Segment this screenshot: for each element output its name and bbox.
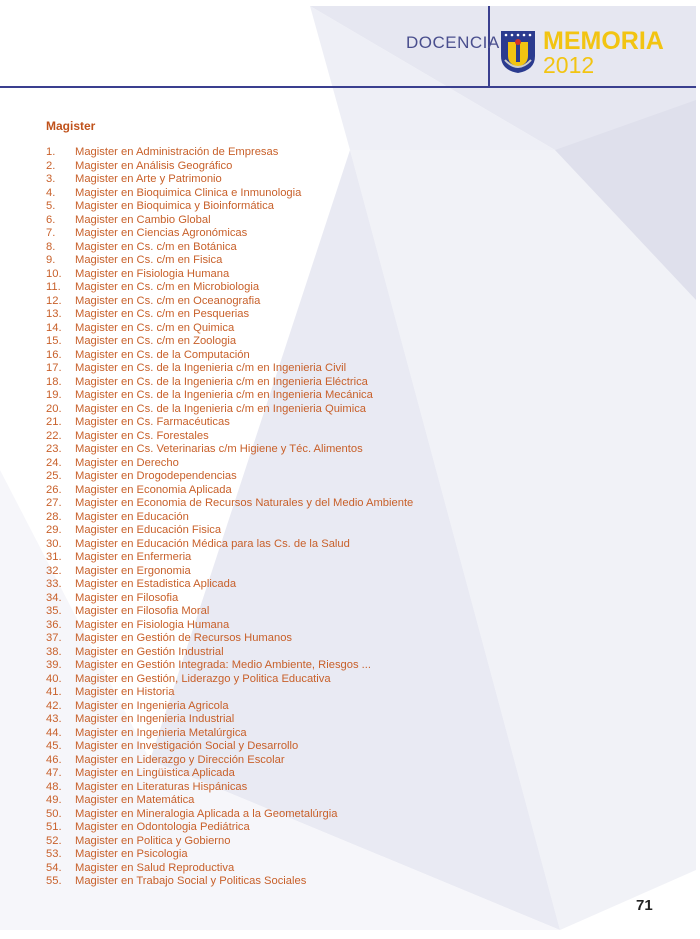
item-number: 15. [46, 335, 62, 347]
list-item [46, 673, 413, 687]
item-label: Magister en Liderazgo y Dirección Escolar [75, 753, 285, 766]
page-number: 71 [636, 897, 653, 914]
list-item [46, 727, 413, 741]
item-label: Magister en Derecho [75, 456, 179, 469]
list-item [46, 470, 413, 484]
list-item [46, 592, 413, 606]
item-number: 49. [46, 794, 62, 806]
item-number: 24. [46, 456, 62, 469]
list-item [46, 862, 413, 876]
list-item [46, 578, 413, 592]
item-number: 16. [46, 348, 62, 361]
item-number: 47. [46, 767, 62, 779]
item-label: Magister en Cs. c/m en Fisica [75, 254, 223, 266]
item-number: 48. [46, 780, 62, 793]
item-number: 50. [46, 807, 62, 820]
item-label: Magister en Ciencias Agronómicas [75, 227, 248, 239]
header-rule [0, 86, 696, 88]
item-number: 6. [46, 213, 56, 226]
list-item [46, 659, 413, 673]
item-label: Magister en Mineralogia Aplicada a la Geometalúrgia [75, 807, 338, 820]
list-item [46, 781, 413, 795]
item-label: Magister en Cs. de la Ingenieria c/m en Ingenieria Quimica [75, 402, 367, 415]
item-label: Magister en Gestión Integrada: Medio Ambiente, Riesgos ... [75, 659, 372, 671]
list-item [46, 268, 413, 282]
item-label: Magister en Matemática [75, 794, 195, 806]
item-number: 54. [46, 861, 62, 874]
item-number: 32. [46, 564, 62, 577]
item-label: Magister en Economia Aplicada [75, 483, 232, 496]
item-number: 11. [46, 281, 61, 293]
list-item [46, 416, 413, 430]
brand-title: MEMORIA [543, 27, 664, 55]
item-label: Magister en Cs. c/m en Zoologia [75, 335, 237, 347]
item-label: Magister en Fisiologia Humana [75, 618, 230, 631]
list-item [46, 281, 413, 295]
list-item [46, 335, 413, 349]
item-label: Magister en Gestión Industrial [75, 645, 224, 658]
list-item [46, 308, 413, 322]
item-number: 21. [46, 416, 62, 428]
list-item [46, 241, 413, 255]
item-label: Magister en Gestión de Recursos Humanos [75, 632, 293, 644]
list-item [46, 362, 413, 376]
list-item [46, 187, 413, 201]
item-label: Magister en Educación Fisica [75, 524, 222, 536]
item-number: 3. [46, 173, 56, 185]
list-item [46, 767, 413, 781]
item-label: Magister en Ergonomia [75, 564, 191, 577]
item-number: 41. [46, 686, 62, 698]
item-number: 27. [46, 497, 62, 509]
item-number: 1. [46, 146, 56, 158]
list-item [46, 389, 413, 403]
list-item [46, 160, 413, 174]
item-label: Magister en Drogodependencias [75, 470, 237, 482]
item-label: Magister en Cs. Forestales [75, 429, 209, 442]
item-label: Magister en Filosofia [75, 591, 179, 604]
item-label: Magister en Enfermeria [75, 551, 192, 563]
item-number: 26. [46, 483, 62, 496]
item-number: 53. [46, 848, 62, 860]
program-list [46, 146, 413, 889]
item-number: 7. [46, 227, 56, 239]
list-item [46, 713, 413, 727]
item-number: 19. [46, 389, 62, 401]
list-item [46, 430, 413, 444]
item-label: Magister en Ingenieria Industrial [75, 713, 235, 725]
item-number: 20. [46, 402, 62, 415]
list-item [46, 848, 413, 862]
list-item [46, 511, 413, 525]
list-item [46, 403, 413, 417]
list-item [46, 632, 413, 646]
item-number: 52. [46, 834, 62, 847]
item-label: Magister en Literaturas Hispánicas [75, 780, 248, 793]
section-heading: Magister [46, 119, 96, 133]
list-item [46, 457, 413, 471]
item-number: 2. [46, 159, 56, 172]
item-label: Magister en Cs. de la Ingenieria c/m en Ingenieria Civil [75, 362, 347, 374]
item-number: 29. [46, 524, 62, 536]
item-label: Magister en Estadistica Aplicada [75, 578, 237, 590]
item-number: 9. [46, 254, 56, 266]
item-number: 38. [46, 645, 62, 658]
item-label: Magister en Cs. c/m en Oceanografia [75, 294, 261, 307]
list-item [46, 551, 413, 565]
list-item [46, 565, 413, 579]
item-number: 44. [46, 726, 62, 739]
list-item [46, 484, 413, 498]
item-label: Magister en Gestión, Liderazgo y Politica Educativa [75, 672, 331, 685]
item-number: 36. [46, 618, 62, 631]
item-number: 17. [46, 362, 62, 374]
item-number: 28. [46, 510, 62, 523]
list-item [46, 794, 413, 808]
item-label: Magister en Ingenieria Metalúrgica [75, 726, 247, 739]
item-number: 8. [46, 240, 56, 253]
item-label: Magister en Ingenieria Agricola [75, 699, 229, 712]
item-label: Magister en Cs. c/m en Microbiologia [75, 281, 260, 293]
item-number: 23. [46, 443, 62, 455]
list-item [46, 349, 413, 363]
list-item [46, 146, 413, 160]
item-label: Magister en Cs. Farmacéuticas [75, 416, 230, 428]
item-number: 46. [46, 753, 62, 766]
item-number: 10. [46, 267, 62, 280]
item-number: 18. [46, 375, 62, 388]
item-label: Magister en Cambio Global [75, 213, 211, 226]
item-label: Magister en Análisis Geográfico [75, 159, 233, 172]
item-number: 34. [46, 591, 62, 604]
list-item [46, 173, 413, 187]
list-item [46, 295, 413, 309]
list-item [46, 646, 413, 660]
item-label: Magister en Bioquimica Clinica e Inmunologia [75, 186, 302, 199]
list-item [46, 254, 413, 268]
item-label: Magister en Historia [75, 686, 175, 698]
list-item [46, 524, 413, 538]
list-item [46, 619, 413, 633]
section-title: DOCENCIA [406, 33, 500, 52]
item-label: Magister en Administración de Empresas [75, 146, 279, 158]
brand-year: 2012 [543, 52, 595, 78]
item-number: 45. [46, 740, 62, 752]
item-number: 51. [46, 821, 62, 833]
item-label: Magister en Economia de Recursos Naturales y del Medio Ambiente [75, 497, 414, 509]
item-number: 12. [46, 294, 62, 307]
list-item [46, 875, 413, 889]
item-label: Magister en Cs. de la Computación [75, 348, 250, 361]
item-label: Magister en Cs. de la Ingenieria c/m en Ingenieria Mecánica [75, 389, 373, 401]
list-item [46, 200, 413, 214]
item-label: Magister en Educación [75, 510, 189, 523]
list-item [46, 497, 413, 511]
item-label: Magister en Cs. c/m en Botánica [75, 240, 237, 253]
item-label: Magister en Psicologia [75, 848, 188, 860]
item-number: 40. [46, 672, 62, 685]
item-number: 33. [46, 578, 62, 590]
item-label: Magister en Cs. Veterinarias c/m Higiene y Téc. Alimentos [75, 443, 363, 455]
list-item [46, 605, 413, 619]
item-label: Magister en Politica y Gobierno [75, 834, 231, 847]
list-item [46, 740, 413, 754]
list-item [46, 376, 413, 390]
item-number: 30. [46, 537, 62, 550]
item-number: 14. [46, 321, 62, 334]
item-number: 35. [46, 605, 62, 617]
list-item [46, 754, 413, 768]
list-item [46, 322, 413, 336]
item-label: Magister en Cs. c/m en Pesquerias [75, 308, 250, 320]
item-label: Magister en Lingüistica Aplicada [75, 767, 235, 779]
item-label: Magister en Trabajo Social y Politicas Sociales [75, 875, 307, 887]
list-item [46, 686, 413, 700]
item-label: Magister en Filosofia Moral [75, 605, 210, 617]
list-item [46, 443, 413, 457]
item-label: Magister en Salud Reproductiva [75, 861, 235, 874]
list-item [46, 538, 413, 552]
item-number: 39. [46, 659, 62, 671]
list-item [46, 821, 413, 835]
list-item [46, 808, 413, 822]
list-item [46, 835, 413, 849]
item-label: Magister en Educación Médica para las Cs. de la Salud [75, 537, 350, 550]
item-label: Magister en Cs. c/m en Quimica [75, 321, 235, 334]
list-item [46, 214, 413, 228]
item-number: 43. [46, 713, 62, 725]
item-label: Magister en Investigación Social y Desarrollo [75, 740, 299, 752]
item-label: Magister en Odontologia Pediátrica [75, 821, 250, 833]
list-item [46, 700, 413, 714]
item-number: 4. [46, 186, 56, 199]
item-number: 22. [46, 429, 62, 442]
item-label: Magister en Fisiologia Humana [75, 267, 230, 280]
item-number: 37. [46, 632, 62, 644]
item-number: 55. [46, 875, 62, 887]
item-number: 25. [46, 470, 62, 482]
university-crest-icon [500, 30, 536, 74]
item-number: 31. [46, 551, 62, 563]
list-item [46, 227, 413, 241]
item-number: 42. [46, 699, 62, 712]
item-label: Magister en Bioquimica y Bioinformática [75, 200, 274, 212]
item-number: 13. [46, 308, 62, 320]
item-label: Magister en Cs. de la Ingenieria c/m en Ingenieria Eléctrica [75, 375, 368, 388]
item-label: Magister en Arte y Patrimonio [75, 173, 222, 185]
item-number: 5. [46, 200, 56, 212]
